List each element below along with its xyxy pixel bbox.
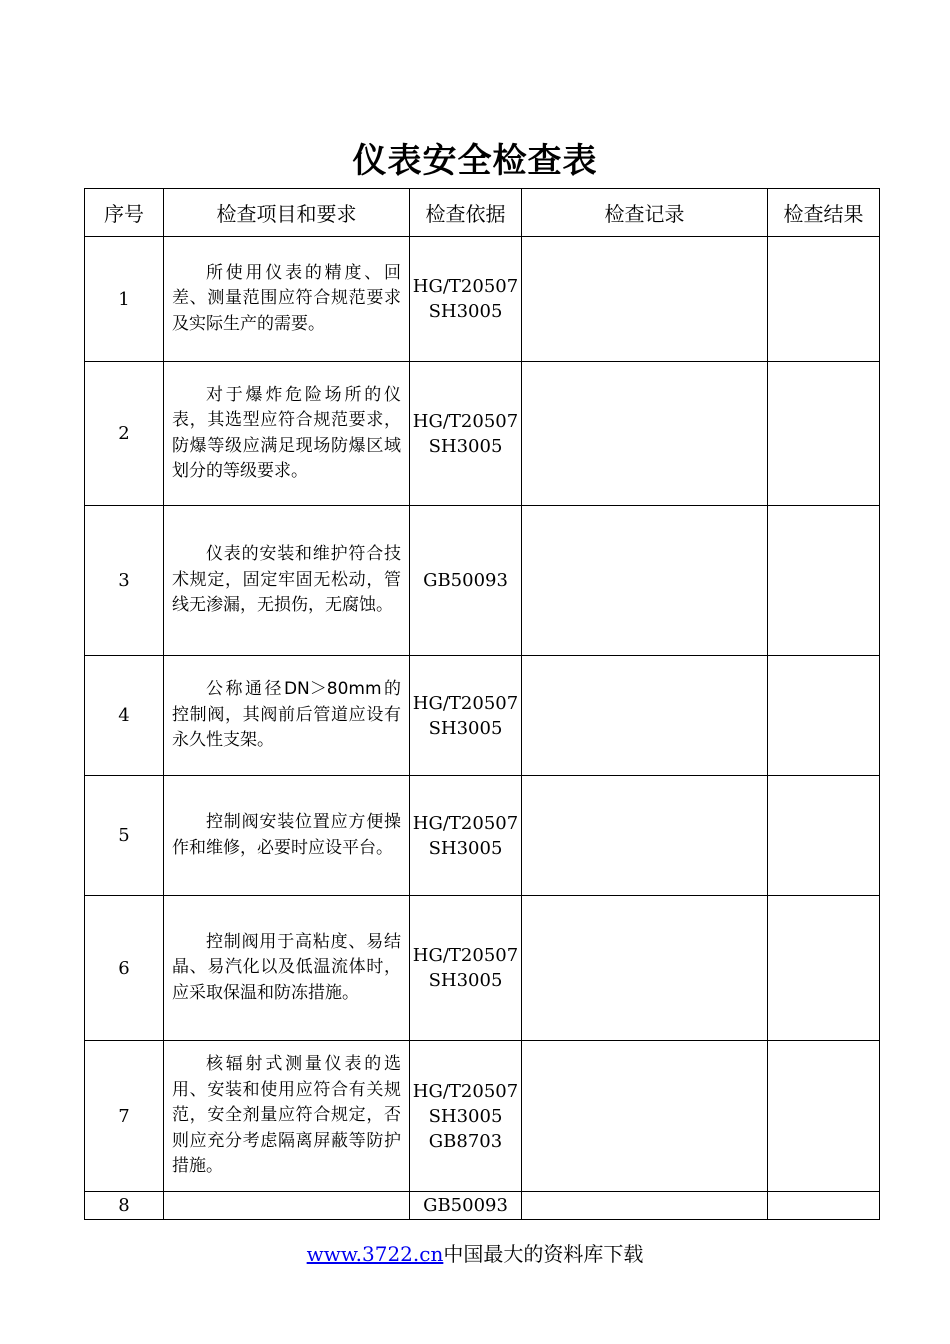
- check-result-cell[interactable]: [768, 237, 880, 362]
- check-item: [164, 362, 410, 506]
- check-item-text: 公称通径DN＞80mm的控制阀，其阀前后管道应设有永久性支架。: [172, 679, 401, 751]
- basis-line: GB50093: [423, 1195, 508, 1216]
- basis-line: SH3005: [428, 435, 503, 457]
- basis-line: HG/T20507: [412, 812, 519, 834]
- row-number: 3: [85, 506, 164, 656]
- check-item-text: 控制阀安装位置应方便操作和维修，必要时应设平台。: [172, 812, 401, 858]
- table-row: [85, 656, 880, 776]
- check-result-cell[interactable]: [768, 896, 880, 1041]
- page-title: 仪表安全检查表: [352, 141, 598, 181]
- row-number: 6: [85, 896, 164, 1041]
- check-result-cell[interactable]: [768, 1192, 880, 1220]
- table-row: [85, 362, 880, 506]
- header-item: 检查项目和要求: [164, 189, 410, 237]
- basis-line: SH3005: [428, 1105, 503, 1127]
- check-item: [164, 656, 410, 776]
- check-record-cell[interactable]: [522, 506, 768, 656]
- check-result-cell[interactable]: [768, 506, 880, 656]
- check-record-cell[interactable]: [522, 896, 768, 1041]
- check-basis: [410, 506, 522, 656]
- check-result-cell[interactable]: [768, 362, 880, 506]
- check-basis: [410, 896, 522, 1041]
- check-item-text: 仪表的安装和维护符合技术规定，固定牢固无松动，管线无渗漏，无损伤，无腐蚀。: [172, 544, 401, 616]
- check-item: [164, 237, 410, 362]
- table-row: [85, 1192, 880, 1220]
- check-item: [164, 1041, 410, 1192]
- table-row: [85, 1041, 880, 1192]
- check-basis: [410, 1192, 522, 1220]
- row-number: 2: [85, 362, 164, 506]
- check-item: [164, 776, 410, 896]
- table-row: [85, 237, 880, 362]
- row-number: 4: [85, 656, 164, 776]
- row-number: 7: [85, 1041, 164, 1192]
- check-result-cell[interactable]: [768, 776, 880, 896]
- check-record-cell[interactable]: [522, 362, 768, 506]
- check-item: [164, 506, 410, 656]
- check-record-cell[interactable]: [522, 776, 768, 896]
- basis-line: SH3005: [428, 301, 503, 322]
- check-record-cell[interactable]: [522, 656, 768, 776]
- basis-line: SH3005: [428, 970, 503, 991]
- header-result: 检查结果: [768, 189, 880, 237]
- check-basis: [410, 776, 522, 896]
- basis-line: HG/T20507: [412, 1080, 519, 1102]
- inspection-table: [84, 188, 880, 1220]
- check-basis: [410, 362, 522, 506]
- check-basis: [410, 1041, 522, 1192]
- basis-line: GB8703: [428, 1130, 503, 1152]
- row-number: 1: [85, 237, 164, 362]
- page-footer: [0, 1238, 950, 1267]
- check-result-cell[interactable]: [768, 656, 880, 776]
- basis-line: HG/T20507: [412, 692, 519, 714]
- row-number: 5: [85, 776, 164, 896]
- table-row: [85, 506, 880, 656]
- footer-text: 中国最大的资料库下载: [443, 1242, 644, 1266]
- check-item-text: 所使用仪表的精度、回差、测量范围应符合规范要求及实际生产的需要。: [172, 262, 401, 334]
- header-row: [85, 189, 880, 237]
- check-basis: [410, 237, 522, 362]
- check-result-cell[interactable]: [768, 1041, 880, 1192]
- header-no: 序号: [85, 189, 164, 237]
- check-item-text: 控制阀用于高粘度、易结晶、易汽化以及低温流体时，应采取保温和防冻措施。: [172, 931, 401, 1003]
- check-item-text: 对于爆炸危险场所的仪表，其选型应符合规范要求，防爆等级应满足现场防爆区域划分的等级要求。: [172, 384, 401, 481]
- table-row: [85, 896, 880, 1041]
- check-record-cell[interactable]: [522, 1192, 768, 1220]
- basis-line: HG/T20507: [412, 276, 519, 297]
- basis-line: SH3005: [428, 837, 503, 859]
- check-basis: [410, 656, 522, 776]
- check-item: [164, 896, 410, 1041]
- check-item: [164, 1192, 410, 1220]
- row-number: 8: [85, 1192, 164, 1220]
- header-basis: 检查依据: [410, 189, 522, 237]
- basis-line: GB50093: [423, 570, 508, 591]
- table-row: [85, 776, 880, 896]
- check-record-cell[interactable]: [522, 1041, 768, 1192]
- footer-link[interactable]: www.3722.cn: [306, 1242, 444, 1266]
- check-item-text: 核辐射式测量仪表的选用、安装和使用应符合有关规范，安全剂量应符合规定，否则应充分考虑隔离屏蔽等防护措施。: [172, 1054, 401, 1177]
- check-record-cell[interactable]: [522, 237, 768, 362]
- basis-line: HG/T20507: [412, 410, 519, 432]
- basis-line: HG/T20507: [412, 945, 519, 966]
- header-record: 检查记录: [522, 189, 768, 237]
- basis-line: SH3005: [428, 717, 503, 739]
